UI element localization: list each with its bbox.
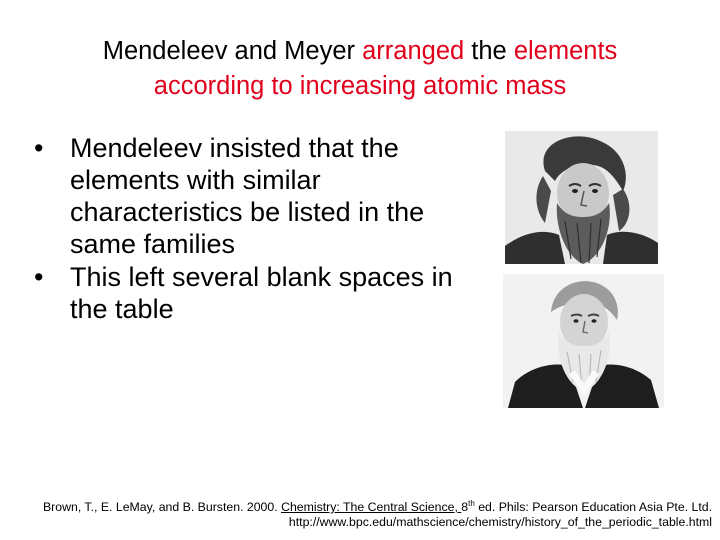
bullet-list <box>34 132 464 326</box>
mendeleev-portrait <box>505 131 658 264</box>
slide-title <box>20 34 700 104</box>
citation-book-title: Chemistry: The Central Science, <box>281 500 462 514</box>
title-text: Mendeleev and Meyer <box>102 37 363 65</box>
bullet-marker: • <box>34 262 44 292</box>
title-highlight-elements: elements <box>513 37 618 65</box>
citation-edition-suffix: th <box>468 498 475 508</box>
bullet-text: Mendeleev insisted that the elements with similar characteristics be listed in the same families <box>70 133 425 259</box>
title-line-1 <box>20 34 700 69</box>
citation-publisher: ed. Phils: Pearson Education Asia Pte. Ltd. <box>474 500 712 514</box>
meyer-portrait-image <box>503 274 664 408</box>
bullet-item <box>34 132 464 260</box>
mendeleev-portrait-image <box>505 131 658 264</box>
meyer-portrait <box>503 274 664 408</box>
citation-edition: 8 <box>461 500 469 514</box>
citation-url: http://www.bpc.edu/mathscience/chemistry/history_of_the_periodic_table.html <box>288 515 712 529</box>
citation-authors: Brown, T., E. LeMay, and B. Bursten. 2000. <box>42 500 282 514</box>
title-line-2: according to increasing atomic mass <box>153 72 567 100</box>
bullet-item <box>34 261 464 325</box>
bullet-text: This left several blank spaces in the table <box>70 262 453 324</box>
title-highlight-arranged: arranged <box>362 37 465 65</box>
bullet-marker: • <box>34 133 44 163</box>
title-text: the <box>464 37 514 65</box>
